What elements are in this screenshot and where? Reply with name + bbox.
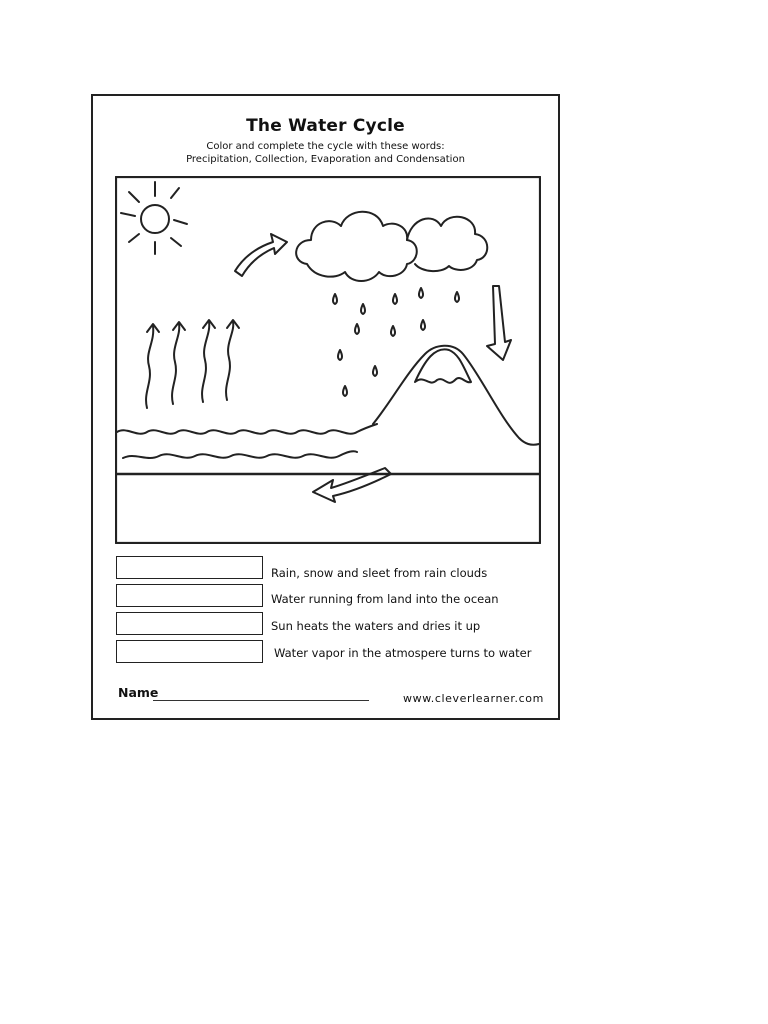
mountain-icon — [373, 346, 539, 445]
answer-box-2[interactable] — [116, 584, 263, 607]
cloud-icon — [296, 212, 487, 281]
name-field-line[interactable] — [153, 700, 369, 701]
clue-precipitation: Rain, snow and sleet from rain clouds — [271, 566, 488, 580]
answer-box-1[interactable] — [116, 556, 263, 579]
website-url: www.cleverlearner.com — [403, 692, 544, 705]
worksheet-title: The Water Cycle — [246, 116, 405, 136]
worksheet — [91, 94, 560, 720]
ocean-waves — [117, 424, 539, 474]
name-label: Name — [118, 685, 159, 700]
arrow-icon-evaporation-to-cloud — [235, 234, 287, 276]
water-cycle-illustration — [115, 176, 541, 544]
evaporation-arrows — [146, 320, 239, 408]
answer-box-4[interactable] — [116, 640, 263, 663]
instructions-line-1: Color and complete the cycle with these words: — [206, 141, 445, 152]
instructions-line-2: Precipitation, Collection, Evaporation and Condensation — [186, 154, 465, 165]
sun-icon — [121, 182, 187, 254]
arrow-icon-precipitation — [487, 286, 511, 360]
clue-condensation: Water vapor in the atmospere turns to water — [274, 646, 532, 660]
clue-collection: Water running from land into the ocean — [271, 592, 499, 606]
answer-box-3[interactable] — [116, 612, 263, 635]
clue-evaporation: Sun heats the waters and dries it up — [271, 619, 481, 633]
illustration-frame — [116, 177, 540, 543]
